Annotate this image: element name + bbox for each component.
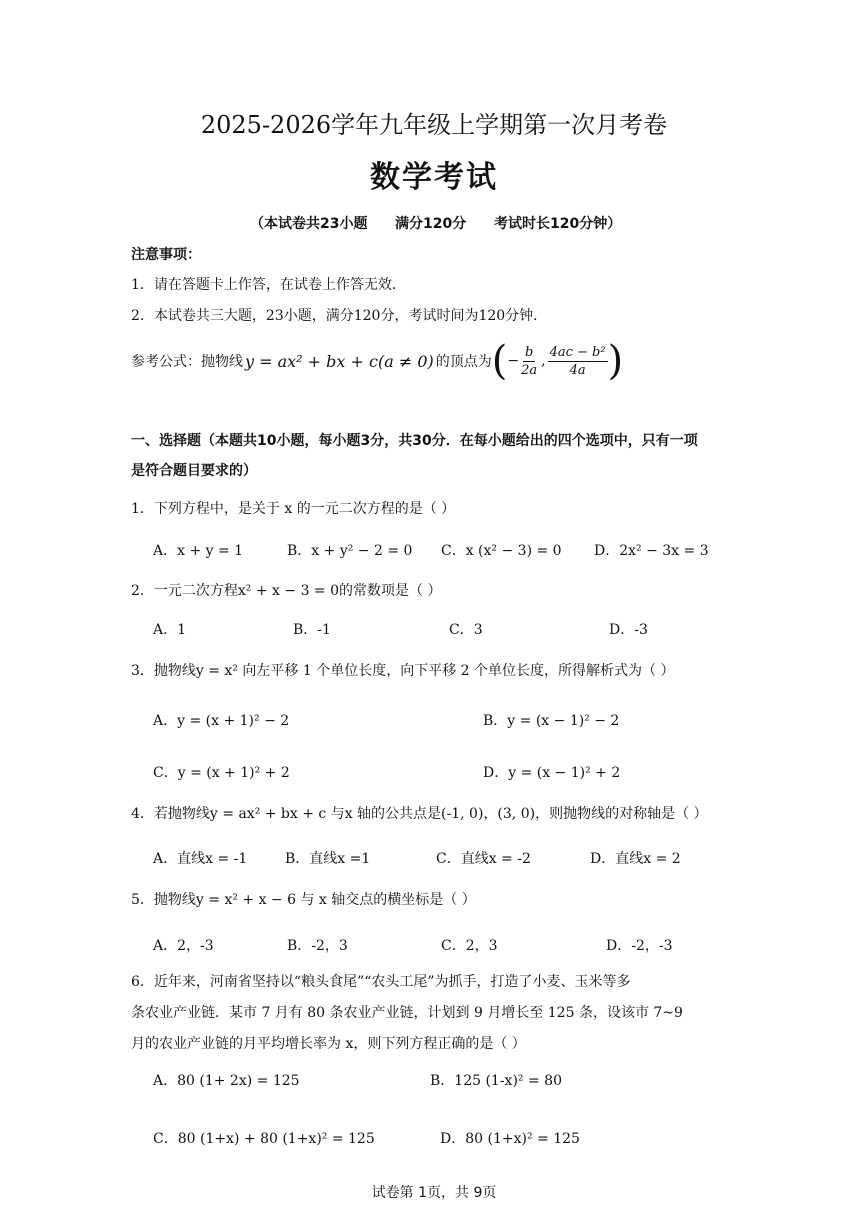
info-total-score: 满分120分 [395, 216, 467, 232]
vertex-comma: , [541, 353, 546, 369]
vertex-x-numerator: b [524, 344, 534, 360]
q4-option-c: C．直线x = -2 [436, 851, 531, 867]
q1-stem: 1．下列方程中，是关于 x 的一元二次方程的是（ ） [131, 501, 456, 517]
q6-stem-line3: 月的农业产业链的月平均增长率为 x，则下列方程正确的是（ ） [131, 1036, 526, 1052]
exam-title-line: 2025-2026学年九年级上学期第一次月考卷 [200, 111, 668, 139]
vertex-y-numerator: 4ac − b² [549, 344, 606, 360]
vertex-left-paren: ( [491, 338, 508, 384]
q2-option-b: B．-1 [293, 622, 331, 638]
q3-option-d: D．y = (x − 1)² + 2 [483, 765, 621, 781]
vertex-right-paren: ) [607, 338, 624, 384]
q1-option-c: C．x (x² − 3) = 0 [441, 543, 562, 559]
vertex-y-fraction [548, 344, 608, 379]
vertex-minus-sign: − [507, 353, 520, 369]
notice-heading: 注意事项： [131, 247, 201, 263]
reference-formula [131, 338, 623, 384]
q2-option-d: D．-3 [609, 622, 648, 638]
q4-option-d: D．直线x = 2 [590, 851, 681, 867]
info-time-limit: 考试时长120分钟） [494, 216, 622, 232]
q6-option-c: C．80 (1+x) + 80 (1+x)² = 125 [153, 1131, 375, 1147]
q3-option-b: B．y = (x − 1)² − 2 [483, 713, 620, 729]
section1-heading-line1: 一、选择题（本题共10小题，每小题3分，共30分．在每小题给出的四个选项中，只有一项 [131, 433, 698, 449]
q5-option-c: C．2，3 [441, 938, 498, 954]
formula-prefix: 参考公式：抛物线 [131, 354, 243, 370]
q6-option-b: B．125 (1-x)² = 80 [430, 1073, 562, 1089]
q3-option-a: A．y = (x + 1)² − 2 [153, 713, 290, 729]
q2-option-c: C．3 [449, 622, 483, 638]
notice-item-2: 2．本试卷共三大题，23小题，满分120分，考试时间为120分钟． [131, 308, 548, 324]
q4-stem: 4．若抛物线y = ax² + bx + c 与x 轴的公共点是(-1, 0)，(3, 0)，则抛物线的对称轴是（ ） [131, 806, 708, 822]
q3-stem: 3．抛物线y = x² 向左平移 1 个单位长度，向下平移 2 个单位长度，所得解析式为（ ） [131, 663, 675, 679]
info-question-count: （本试卷共23小题 [250, 216, 368, 232]
vertex-x-fraction [519, 344, 539, 379]
q6-option-a: A．80 (1+ 2x) = 125 [153, 1073, 300, 1089]
page-footer: 试卷第 1页，共 9页 [371, 1185, 497, 1201]
subject-title: 数学考试 [370, 160, 498, 195]
q6-stem-line1: 6．近年来，河南省坚持以“粮头食尾”“农头工尾”为抓手，打造了小麦、玉米等多 [131, 974, 631, 990]
q4-option-b: B．直线x =1 [285, 851, 371, 867]
formula-mid: 的顶点为 [435, 354, 492, 370]
q6-stem-line2: 条农业产业链．某市 7 月有 80 条农业产业链，计划到 9 月增长至 125 条，设该市 7~9 [131, 1005, 683, 1021]
q1-option-d: D．2x² − 3x = 3 [594, 543, 709, 559]
q3-option-c: C．y = (x + 1)² + 2 [153, 765, 290, 781]
q2-option-a: A．1 [153, 622, 187, 638]
vertex-x-denominator: 2a [521, 362, 538, 378]
q5-option-d: D．-2，-3 [606, 938, 673, 954]
q4-option-a: A．直线x = -1 [153, 851, 248, 867]
section1-heading-line2: 是符合题目要求的） [131, 463, 257, 479]
formula-expression: y = ax² + bx + c(a ≠ 0) [245, 351, 434, 371]
q6-option-d: D．80 (1+x)² = 125 [440, 1131, 580, 1147]
vertex-y-denominator: 4a [569, 362, 586, 378]
q5-stem: 5．抛物线y = x² + x − 6 与 x 轴交点的横坐标是（ ） [131, 892, 476, 908]
q2-stem: 2．一元二次方程x² + x − 3 = 0的常数项是（ ） [131, 583, 442, 599]
q5-option-a: A．2，-3 [153, 938, 214, 954]
q5-option-b: B．-2，3 [287, 938, 348, 954]
q1-option-b: B．x + y² − 2 = 0 [287, 543, 413, 559]
q1-option-a: A．x + y = 1 [153, 543, 244, 559]
notice-item-1: 1．请在答题卡上作答，在试卷上作答无效． [131, 277, 406, 293]
